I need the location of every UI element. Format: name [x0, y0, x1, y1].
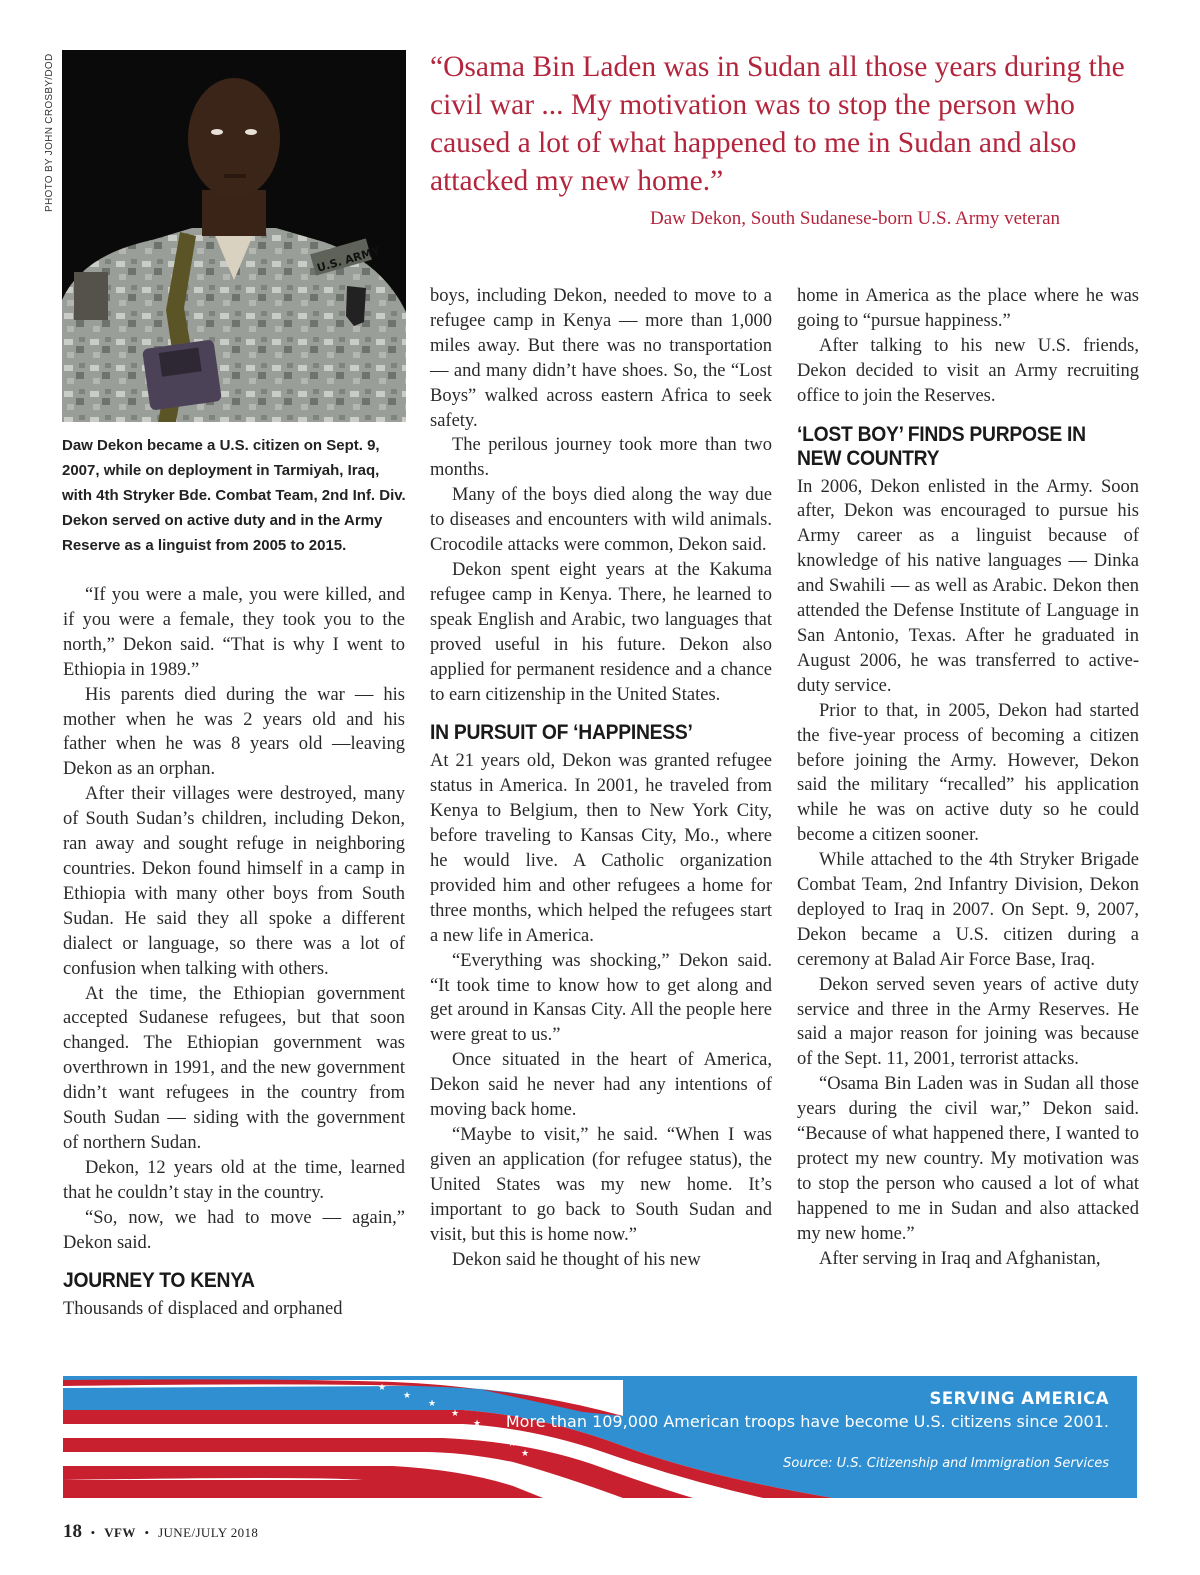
paragraph: “So, now, we had to move — again,” Dekon said.	[63, 1207, 405, 1253]
pull-quote: “Osama Bin Laden was in Sudan all those years during the civil war ... My motivation was to stop the person who caused a lot of what happened to me in Sudan and also attacked my new home.”	[430, 51, 1125, 197]
serving-america-banner	[63, 1376, 1137, 1498]
paragraph: “Maybe to visit,” he said. “When I was given an application (for refugee status), the United States was my new home. It’s important to go back to South Sudan and visit, but this is home now.”	[430, 1125, 772, 1245]
paragraph: home in America as the place where he was going to “pursue happiness.”	[797, 286, 1139, 331]
paragraph: Dekon spent eight years at the Kakuma refugee camp in Kenya. There, he learned to speak English and Arabic, two languages that proved useful in his future. Dekon also applied for permanent residence and a chance to earn citizenship in the United States.	[430, 559, 772, 705]
paragraph: Dekon, 12 years old at the time, learned that he couldn’t stay in the country.	[63, 1157, 405, 1203]
photo-credit: PHOTO BY JOHN CROSBY/DOD	[44, 53, 55, 212]
paragraph: boys, including Dekon, needed to move to a refugee camp in Kenya — more than 1,000 miles away. But there was no transportation — and many didn’t have shoes. So, the “Lost Boys” walked across eastern Africa to seek safety.	[430, 286, 772, 431]
issue-date: JUNE/JULY 2018	[158, 1525, 259, 1540]
paragraph: After serving in Iraq and Afghanistan,	[819, 1248, 1101, 1269]
paragraph: At 21 years old, Dekon was granted refugee status in America. In 2001, he traveled from Kenya to Belgium, then to New York City, before traveling to Kansas City, Mo., where he would live. A Catholic organization provided him and other refugees a home for three months, which helped the refugees start a new life in America.	[430, 751, 772, 946]
svg-text:★: ★	[428, 1399, 437, 1409]
paragraph: While attached to the 4th Stryker Brigade Combat Team, 2nd Infantry Division, Dekon deployed to Iraq in 2007. On Sept. 9, 2007, Dekon became a U.S. citizen during a ceremony at Balad Air Force Base, Iraq.	[797, 850, 1139, 970]
page-footer	[63, 1521, 258, 1543]
paragraph: At the time, the Ethiopian government accepted Sudanese refugees, but that soon changed. The Ethiopian government was overthrown in 1991, and the new government didn’t want refugees in the country from South Sudan — siding with the government of northern Sudan.	[63, 983, 405, 1153]
paragraph: Many of the boys died along the way due to diseases and encounters with wild animals. Crocodile attacks were common, Dekon said.	[430, 485, 772, 556]
section-heading: IN PURSUIT OF ‘HAPPINESS’	[430, 721, 693, 745]
paragraph: Dekon said he thought of his new	[452, 1249, 701, 1270]
separator-dot-icon: •	[90, 1525, 96, 1540]
svg-text:U.S. ARMY: U.S. ARMY	[315, 244, 382, 275]
paragraph: Dekon served seven years of active duty service and three in the Army Reserves. He said a major reason for joining was because of the Sept. 11, 2001, terrorist attacks.	[797, 974, 1139, 1070]
paragraph: His parents died during the war — his mother when he was 2 years old and his father when he was 8 years old —leaving Dekon as an orphan.	[63, 684, 405, 780]
paragraph: Once situated in the heart of America, Dekon said he never had any intentions of moving back home.	[430, 1050, 772, 1121]
svg-text:★: ★	[451, 1409, 460, 1419]
page-number: 18	[63, 1521, 82, 1542]
pull-quote-attribution: Daw Dekon, South Sudanese-born U.S. Army veteran	[649, 208, 1060, 229]
paragraph: “Everything was shocking,” Dekon said. “It took time to know how to get along and get around in Kansas City. All the people here were great to us.”	[430, 950, 772, 1046]
svg-text:★: ★	[473, 1419, 482, 1429]
svg-text:★: ★	[403, 1391, 412, 1401]
paragraph: After their villages were destroyed, many of South Sudan’s children, including Dekon, ran away and sought refuge in neighboring countries. Dekon found himself in a camp in Ethiopia with many other boys from South Sudan. He said they all spoke a different dialect or language, so there was a lot of confusion when talking with others.	[63, 784, 405, 979]
section-heading: ‘LOST BOY’ FINDS PURPOSE IN NEW COUNTRY	[797, 422, 1086, 470]
paragraph: “If you were a male, you were killed, and if you were a female, they took you to the north,” Dekon said. “That is why I went to Ethiopia in 1989.”	[63, 585, 405, 680]
paragraph: “Osama Bin Laden was in Sudan all those years during the civil war,” Dekon said. “Because of what happened there, I wanted to protect my new country. My motivation was to stop the person who caused a lot of what happened to me in Sudan and also attacked my new home.”	[797, 1074, 1139, 1244]
article-column-1	[63, 583, 405, 1322]
svg-text:★: ★	[508, 1439, 517, 1449]
article-column-3	[797, 284, 1139, 1272]
svg-text:★: ★	[378, 1383, 387, 1393]
paragraph: Thousands of displaced and orphaned	[63, 1299, 343, 1320]
section-heading: JOURNEY TO KENYA	[63, 1269, 255, 1293]
banner-text: More than 109,000 American troops have become U.S. citizens since 2001.	[505, 1412, 1109, 1431]
paragraph: In 2006, Dekon enlisted in the Army. Soon after, Dekon was encouraged to pursue his Army career as a linguist because of knowledge of his native languages — Dinka and Swahili — as well as Arabic. Dekon then attended the Defense Institute of Language in San Antonio, Texas. After he graduated in August 2006, he was transferred to active-duty service.	[797, 476, 1139, 696]
paragraph: After talking to his new U.S. friends, Dekon decided to visit an Army recruiting office to join the Reserves.	[797, 335, 1139, 406]
banner-source: Source: U.S. Citizenship and Immigration Services	[783, 1456, 1109, 1471]
soldier-illustration	[62, 50, 406, 422]
magazine-name: VFW	[104, 1525, 136, 1540]
soldier-photo	[62, 50, 406, 422]
separator-dot-icon: •	[144, 1525, 150, 1540]
photo-caption: Daw Dekon became a U.S. citizen on Sept. 9, 2007, while on deployment in Tarmiyah, Iraq, with 4th Stryker Bde. Combat Team, 2nd Inf. Div. Dekon served on active duty and in the Army Reserve as a linguist from 2005 to 2015.	[62, 437, 406, 554]
article-column-2	[430, 284, 772, 1272]
paragraph: Prior to that, in 2005, Dekon had started the five-year process of becoming a citizen before joining the Army. However, Dekon said the military “recalled” his application while he was on active duty so he could become a citizen sooner.	[797, 700, 1139, 846]
svg-text:★: ★	[521, 1449, 530, 1459]
banner-title: SERVING AMERICA	[929, 1389, 1109, 1408]
svg-text:★: ★	[491, 1429, 500, 1439]
paragraph: The perilous journey took more than two months.	[430, 435, 772, 481]
